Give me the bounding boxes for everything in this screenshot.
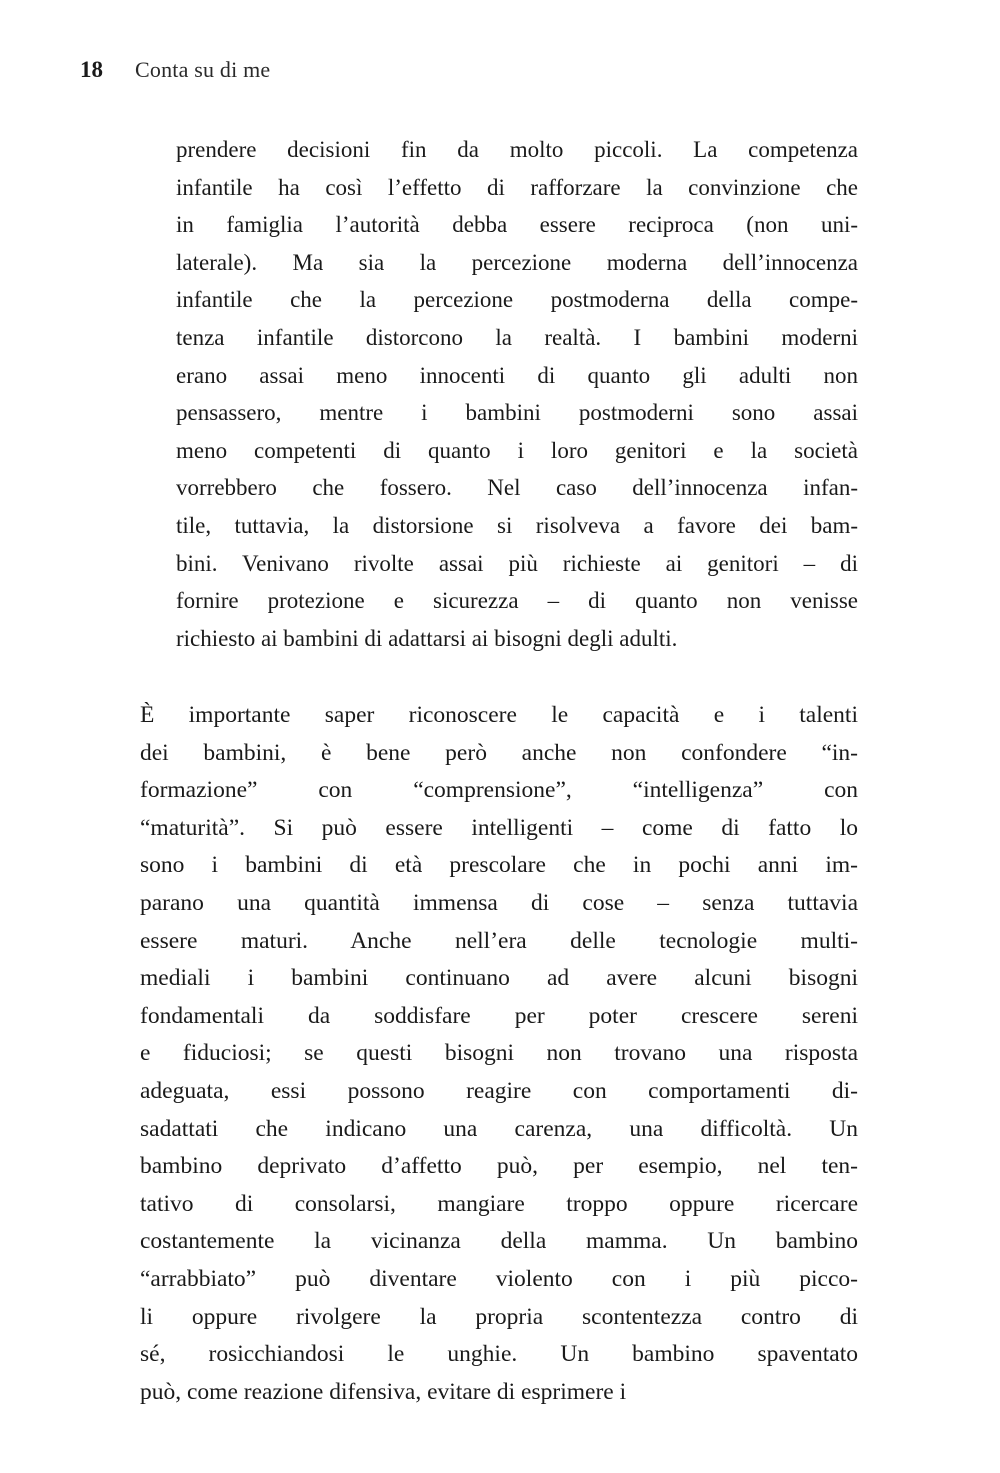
text-line: costantemente la vicinanza della mamma. Un bambino xyxy=(140,1228,858,1255)
text-line: laterale). Ma sia la percezione moderna dell’innocenza xyxy=(176,249,858,275)
page-header xyxy=(80,57,270,83)
text-line: meno competenti di quanto i loro genitori e la società xyxy=(176,437,858,463)
text-line: “arrabbiato” può diventare violento con i più picco- xyxy=(140,1265,858,1292)
body-paragraph xyxy=(140,697,858,1411)
text-line: erano assai meno innocenti di quanto gli adulti non xyxy=(176,362,858,388)
text-line: e fiduciosi; se questi bisogni non trovano una risposta xyxy=(140,1040,858,1067)
text-line: bini. Venivano rivolte assai più richieste ai genitori – di xyxy=(176,550,858,576)
running-title: Conta su di me xyxy=(135,57,271,82)
text-line: È importante saper riconoscere le capacità e i talenti xyxy=(140,702,858,728)
text-line: dei bambini, è bene però anche non confondere “in- xyxy=(140,739,858,766)
text-line: “maturità”. Si può essere intelligenti – come di fatto lo xyxy=(140,814,858,841)
text-line: parano una quantità immensa di cose – senza tuttavia xyxy=(140,889,858,916)
text-line: infantile ha così l’effetto di rafforzare la convinzione che xyxy=(176,174,858,200)
text-line: formazione” con “comprensione”, “intelligenza” con xyxy=(140,777,858,804)
text-line: tativo di consolarsi, mangiare troppo oppure ricercare xyxy=(140,1190,858,1217)
text-line: infantile che la percezione postmoderna della compe- xyxy=(176,287,858,313)
text-line: sé, rosicchiandosi le unghie. Un bambino spaventato xyxy=(140,1341,858,1368)
text-line: li oppure rivolgere la propria scontentezza contro di xyxy=(140,1303,858,1330)
indented-quote-paragraph xyxy=(176,131,858,657)
text-line: essere maturi. Anche nell’era delle tecnologie multi- xyxy=(140,927,858,954)
text-line: fornire protezione e sicurezza – di quanto non venisse xyxy=(176,588,858,614)
text-line: bambino deprivato d’affetto può, per esempio, nel ten- xyxy=(140,1153,858,1180)
text-line: sadattati che indicano una carenza, una difficoltà. Un xyxy=(140,1115,858,1142)
text-line: mediali i bambini continuano ad avere alcuni bisogni xyxy=(140,965,858,992)
page-number: 18 xyxy=(80,57,103,82)
text-line: sono i bambini di età prescolare che in pochi anni im- xyxy=(140,852,858,879)
text-line: fondamentali da soddisfare per poter crescere sereni xyxy=(140,1002,858,1029)
text-line: vorrebbero che fossero. Nel caso dell’innocenza infan- xyxy=(176,475,858,501)
text-line: in famiglia l’autorità debba essere reciproca (non uni- xyxy=(176,212,858,238)
text-line: richiesto ai bambini di adattarsi ai bisogni degli adulti. xyxy=(176,625,678,651)
text-line: prendere decisioni fin da molto piccoli. La competenza xyxy=(176,137,858,162)
text-line: tile, tuttavia, la distorsione si risolveva a favore dei bam- xyxy=(176,512,858,538)
text-line: adeguata, essi possono reagire con comportamenti di- xyxy=(140,1077,858,1104)
text-line: tenza infantile distorcono la realtà. I bambini moderni xyxy=(176,324,858,350)
text-line: pensassero, mentre i bambini postmoderni sono assai xyxy=(176,400,858,426)
text-line: può, come reazione difensiva, evitare di esprimere i xyxy=(140,1378,627,1405)
